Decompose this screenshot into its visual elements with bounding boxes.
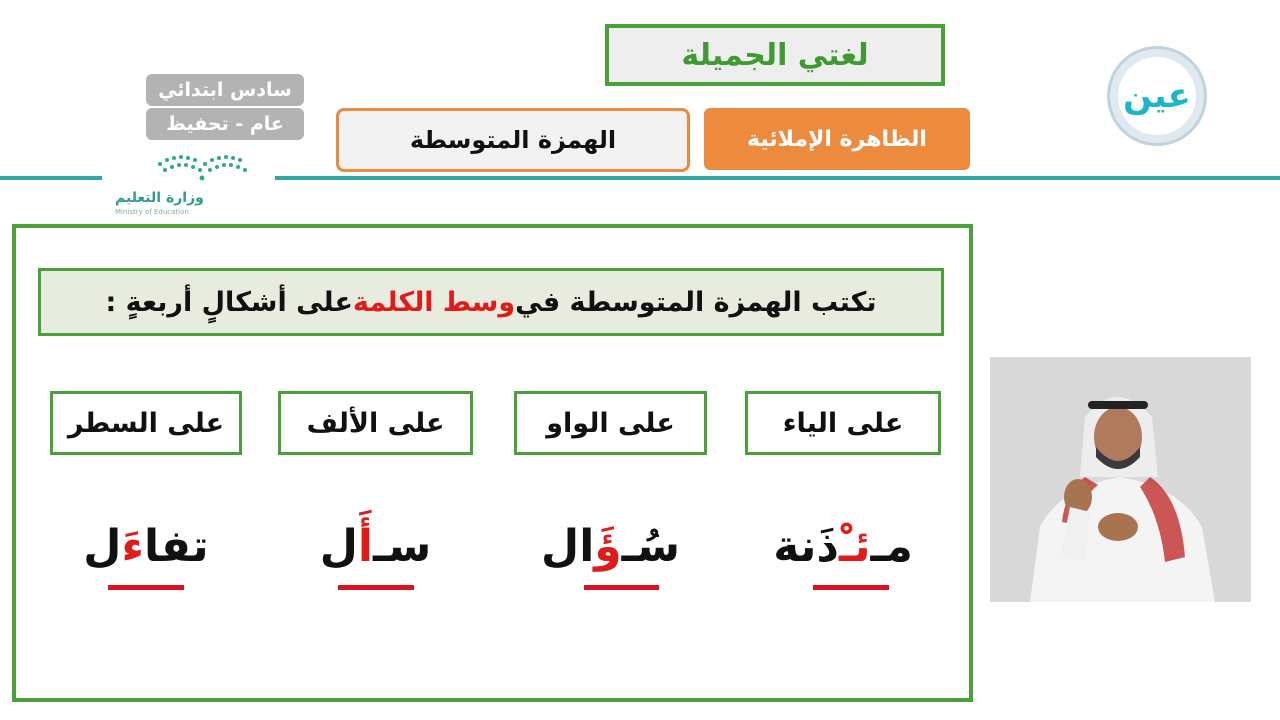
ein-logo-text: عين <box>1118 57 1196 135</box>
example-part: سُـ <box>621 520 680 572</box>
example-hamza: ؤَ <box>594 520 622 572</box>
example-hamza: أَ <box>357 520 373 572</box>
example-underline <box>108 585 184 590</box>
ein-logo <box>1107 46 1207 146</box>
rule-text-after: على أشكالٍ أربعةٍ : <box>105 286 353 318</box>
moe-logo <box>105 150 275 222</box>
example-word-alef <box>278 510 473 582</box>
header-divider-left <box>0 176 102 180</box>
example-part: مـ <box>870 520 913 572</box>
example-word-waw <box>514 510 707 582</box>
example-hamza: ئـْ <box>838 520 871 572</box>
example-hamza: ءَ <box>121 520 144 572</box>
example-word-line <box>50 510 242 582</box>
grade-badge: سادس ابتدائي <box>146 74 304 106</box>
rule-statement <box>38 268 944 336</box>
example-part: ال <box>541 520 595 572</box>
lesson-title: لغتي الجميلة <box>605 24 945 86</box>
example-part: ل <box>83 520 122 572</box>
example-word-yaa <box>745 510 941 582</box>
sign-language-video[interactable] <box>990 357 1251 602</box>
example-part: سـ <box>372 520 432 572</box>
shape-label-waw[interactable]: على الواو <box>514 391 707 455</box>
shape-label-alef[interactable]: على الألف <box>278 391 473 455</box>
topic-title: الهمزة المتوسطة <box>336 108 690 172</box>
example-underline <box>813 585 889 590</box>
header-divider-right <box>274 176 1280 180</box>
interpreter-figure-icon <box>990 357 1251 602</box>
moe-logo-english: Ministry of Education <box>115 208 189 216</box>
rule-text-before: تكتب الهمزة المتوسطة في <box>515 286 877 318</box>
example-part: ذَنة <box>773 520 839 572</box>
track-badge: عام - تحفيظ <box>146 108 304 140</box>
rule-highlight: وسط الكلمة <box>352 286 516 318</box>
shape-label-line[interactable]: على السطر <box>50 391 242 455</box>
moe-logo-arabic: وزارة التعليم <box>115 190 204 206</box>
moe-emblem-icon <box>105 150 275 190</box>
category-tab[interactable]: الظاهرة الإملائية <box>704 108 970 170</box>
example-underline <box>584 585 659 590</box>
example-part: ل <box>319 520 358 572</box>
shape-label-yaa[interactable]: على الياء <box>745 391 941 455</box>
example-part: تفا <box>143 520 209 572</box>
example-underline <box>338 585 414 590</box>
